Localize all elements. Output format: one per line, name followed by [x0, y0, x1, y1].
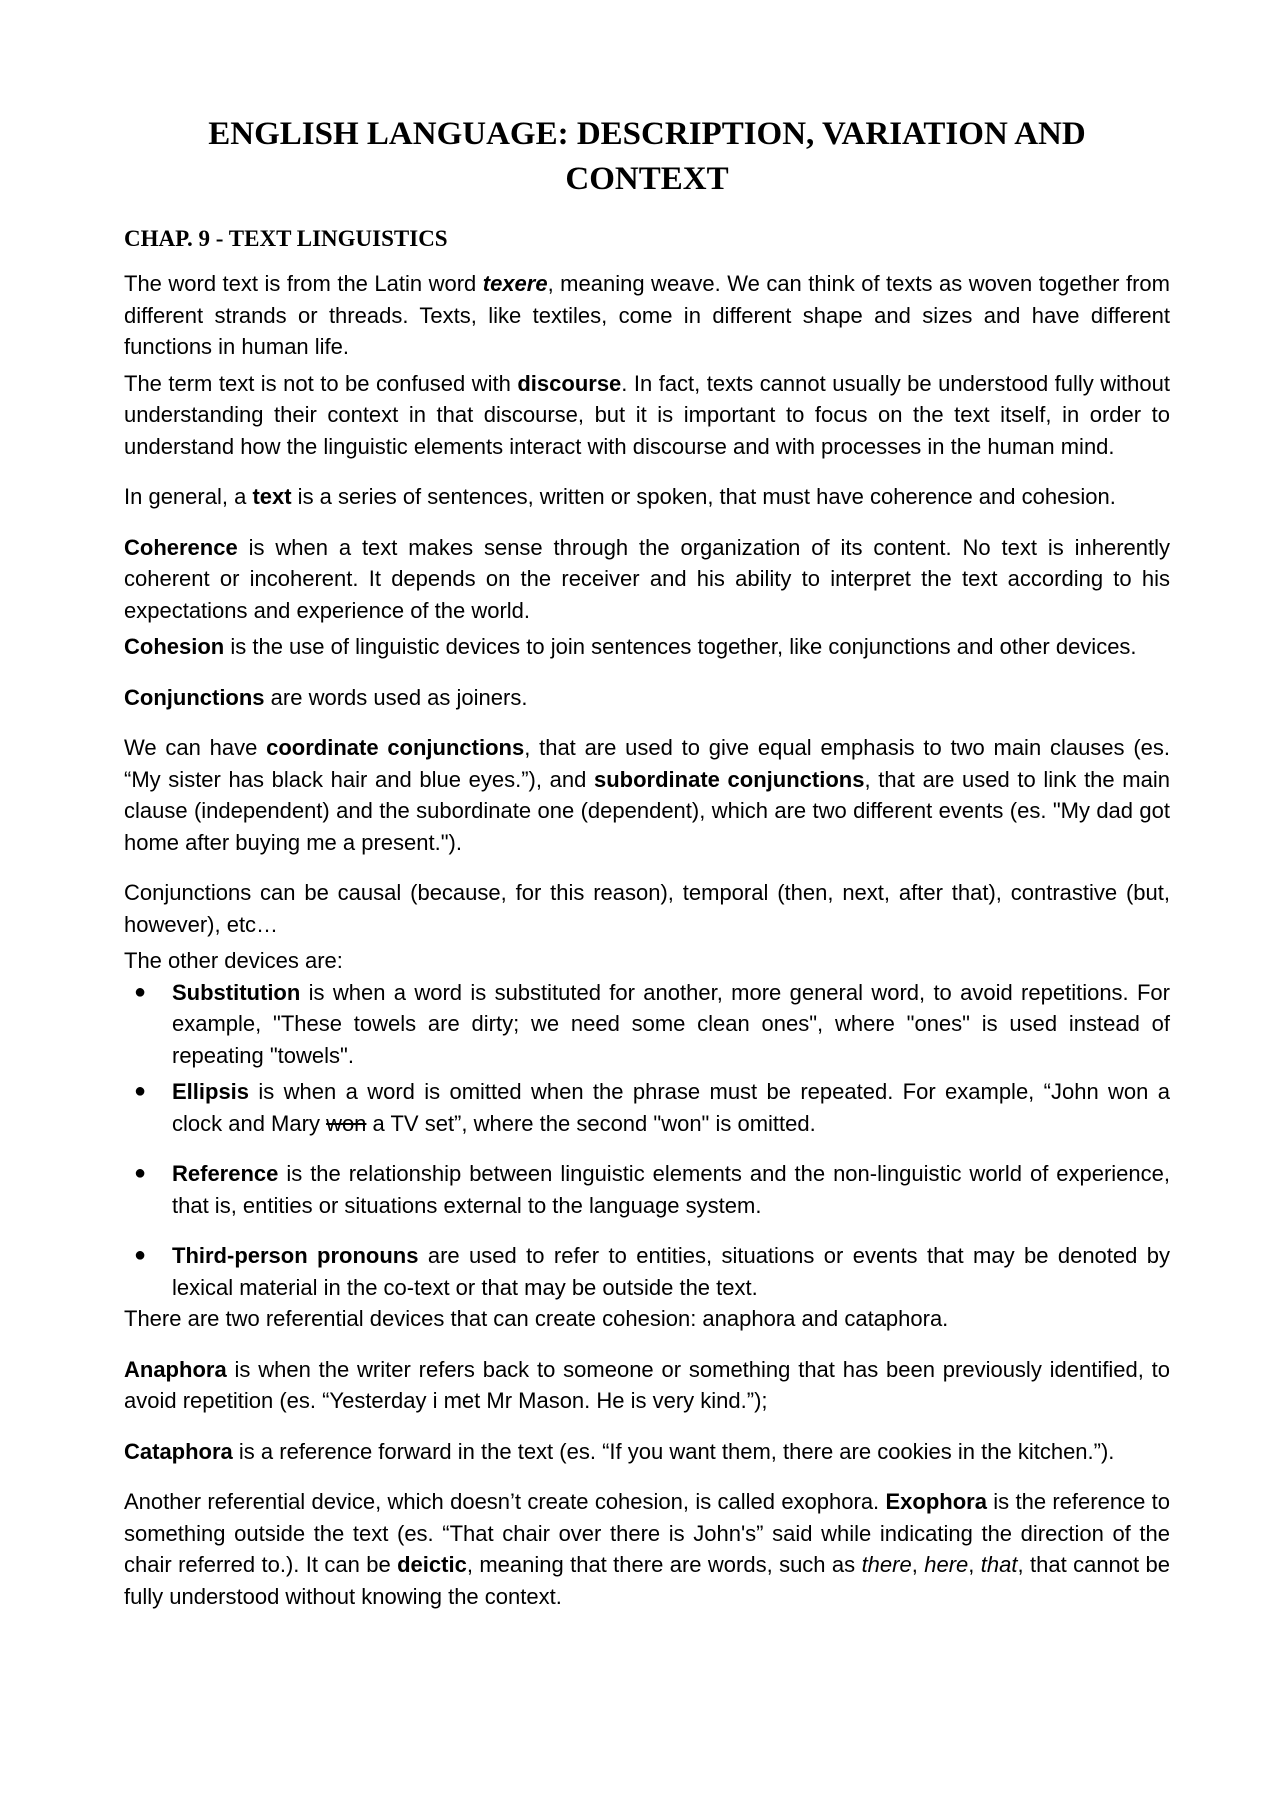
paragraph-coordinate-subordinate: We can have coordinate conjunctions, that are used to give equal emphasis to two main clauses (es. “My sister has black hair and blue eyes.”), and subordinate conjunctions, that are used to link the main clause (independent) and the subordinate one (dependent), which are two different events (es. "My dad got home after buying me a present."). — [124, 735, 1170, 855]
bullet-icon: ● — [134, 1162, 147, 1184]
paragraph-coherence: Coherence is when a text makes sense through the organization of its content. No text is inherently coherent or incoherent. It depends on the receiver and his ability to interpret the text according to his expectations and experience of the world. — [124, 534, 1170, 623]
bullet-icon: ● — [134, 1080, 147, 1102]
devices-list — [124, 977, 1170, 1304]
paragraph-conjunction-types: Conjunctions can be causal (because, for this reason), temporal (then, next, after that), contrastive (but, however), etc… — [124, 880, 1170, 937]
paragraph-anaphora: Anaphora is when the writer refers back to someone or something that has been previously identified, to avoid repetition (es. “Yesterday i met Mr Mason. He is very kind.”); — [124, 1356, 1170, 1413]
list-item-ellipsis: ● Ellipsis is when a word is omitted when the phrase must be repeated. For example, “John won a clock and Mary won a TV set”, where the second "won" is omitted. — [124, 1076, 1170, 1139]
paragraph-text-vs-discourse: The term text is not to be confused with discourse. In fact, texts cannot usually be understood fully without understanding their context in that discourse, but it is important to focus on the text itself, in order to understand how the linguistic elements interact with discourse and with processes in the human mind. — [124, 370, 1170, 459]
paragraph-text-etymology: The word text is from the Latin word texere, meaning weave. We can think of texts as woven together from different strands or threads. Texts, like textiles, come in different shape and sizes and have different functions in human life. — [124, 271, 1170, 359]
paragraph-referential-devices: There are two referential devices that can create cohesion: anaphora and cataphora. — [124, 1306, 949, 1331]
bullet-icon: ● — [134, 980, 147, 1003]
document-content — [124, 112, 1170, 1612]
paragraph-exophora: Another referential device, which doesn’t create cohesion, is called exophora. Exophora is the reference to something outside the text (es. “That chair over there is John's” said while indicating the direction of the chair referred to.). It can be deictic, meaning that there are words, such as there, here, that, that cannot be fully understood without knowing the context. — [124, 1489, 1170, 1609]
paragraph-other-devices: The other devices are: — [124, 948, 343, 973]
chapter-heading: CHAP. 9 - TEXT LINGUISTICS — [124, 226, 448, 251]
paragraph-cohesion: Cohesion is the use of linguistic devices to join sentences together, like conjunctions and other devices. — [124, 634, 1137, 659]
paragraph-conjunctions: Conjunctions are words used as joiners. — [124, 684, 528, 710]
list-item-third-person-pronouns: ● Third-person pronouns are used to refer to entities, situations or events that may be denoted by lexical material in the co-text or that may be outside the text. — [124, 1240, 1170, 1303]
list-item-substitution: ● Substitution is when a word is substituted for another, more general word, to avoid repetitions. For example, "These towels are dirty; we need some clean ones", where "ones" is used instead of repeating "towels". — [124, 977, 1170, 1072]
document-title: ENGLISH LANGUAGE: DESCRIPTION, VARIATION AND CONTEXT — [208, 116, 1086, 197]
list-item-reference: ● Reference is the relationship between linguistic elements and the non-linguistic world of experience, that is, entities or situations external to the language system. — [124, 1158, 1170, 1221]
bullet-icon: ● — [134, 1244, 147, 1266]
paragraph-cataphora: Cataphora is a reference forward in the text (es. “If you want them, there are cookies in the kitchen.”). — [124, 1438, 1115, 1464]
paragraph-text-definition: In general, a text is a series of sentences, written or spoken, that must have coherence and cohesion. — [124, 484, 1116, 509]
